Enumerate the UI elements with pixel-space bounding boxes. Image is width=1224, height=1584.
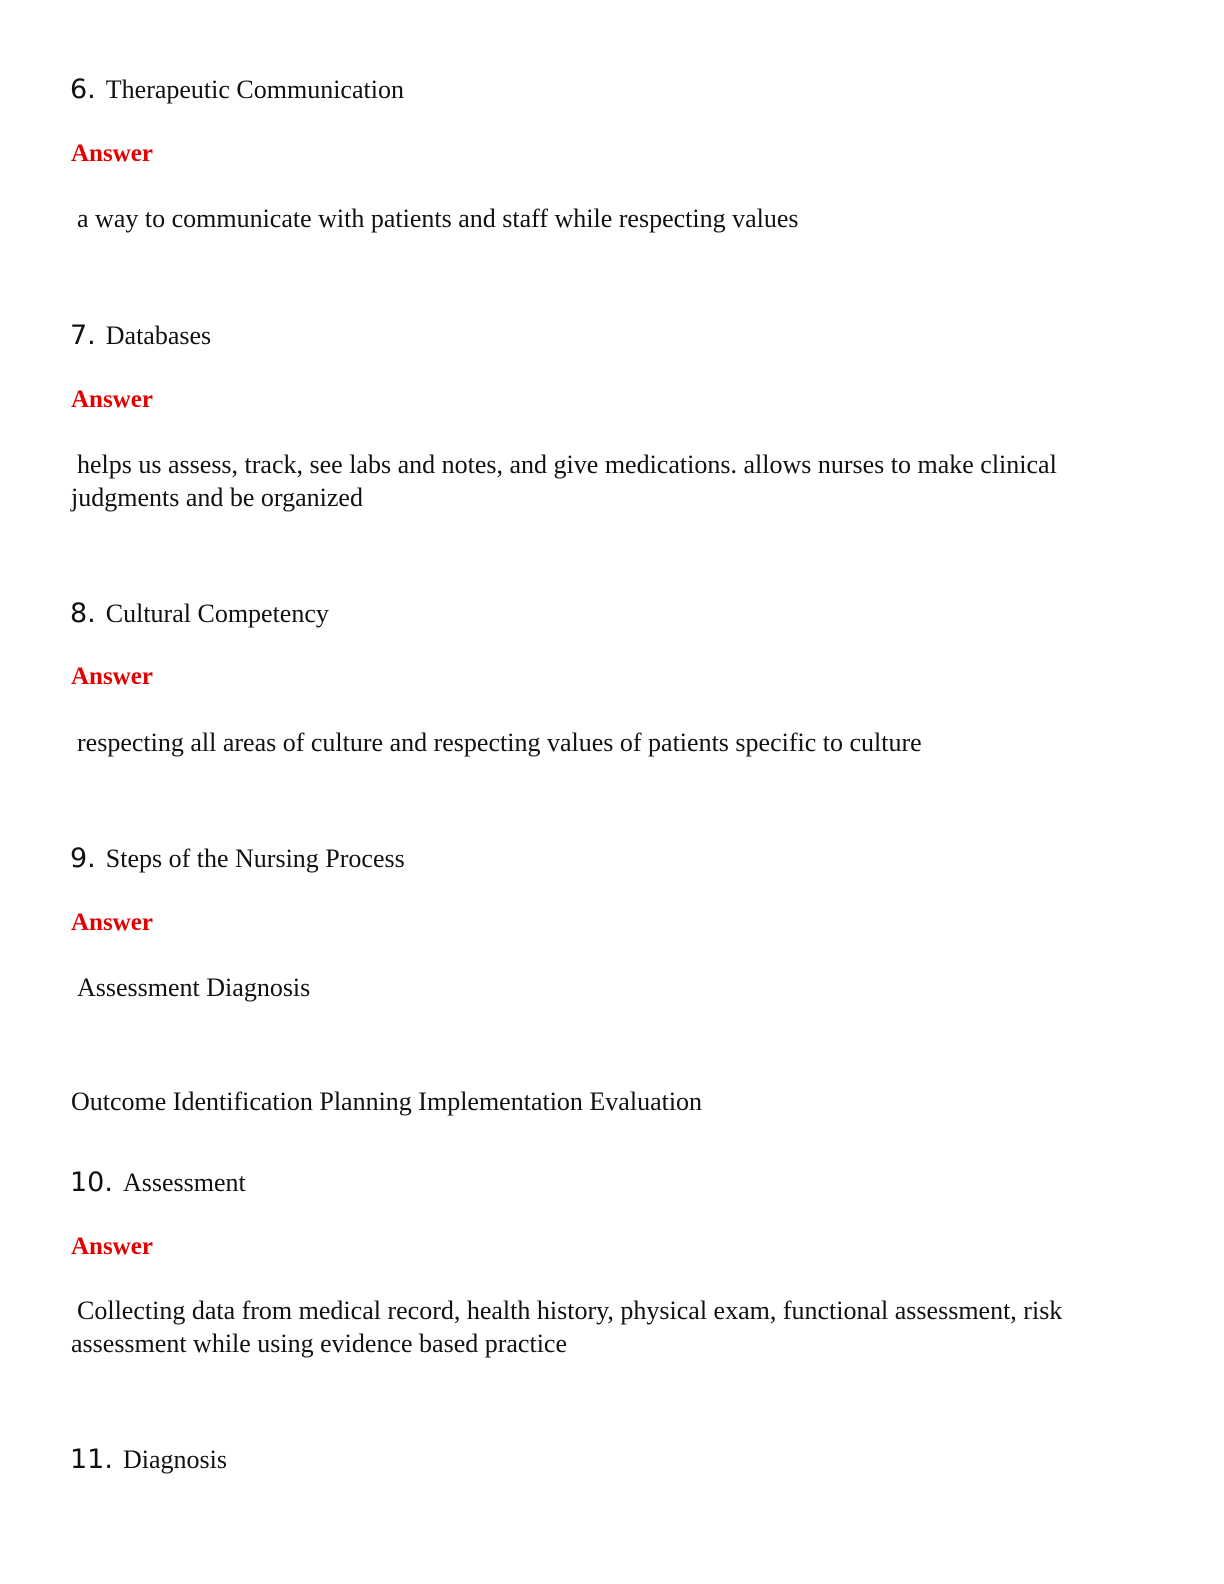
answer-label: Answer [71,140,153,167]
question-number: 11. [70,1444,113,1475]
question-term: Cultural Competency [105,599,329,628]
question-6 [70,74,404,105]
question-term: Assessment [122,1168,246,1197]
question-number: 8. [70,598,96,629]
question-number: 9. [70,843,96,874]
question-11 [70,1444,227,1475]
question-number: 7. [70,320,96,351]
answer-label: Answer [71,663,153,690]
answer-text: respecting all areas of culture and respecting values of patients specific to culture [77,728,922,757]
question-number: 10. [70,1167,113,1198]
answer-text-continued: Outcome Identification Planning Implementation Evaluation [71,1087,703,1116]
answer-text: Assessment Diagnosis [77,973,311,1002]
question-number: 6. [70,74,96,105]
question-term: Steps of the Nursing Process [105,844,405,873]
question-term: Diagnosis [122,1445,227,1474]
question-7 [70,320,211,351]
question-9 [70,843,405,874]
answer-label: Answer [71,1233,153,1260]
answer-text: helps us assess, track, see labs and notes, and give medications. allows nurses to make clinical judgments and be organized [71,450,1057,512]
answer-text: Collecting data from medical record, health history, physical exam, functional assessment, risk assessment while using evidence based practice [71,1296,1063,1358]
question-term: Databases [105,321,212,350]
answer-label: Answer [71,909,153,936]
question-8 [70,598,329,629]
question-term: Therapeutic Communication [105,75,404,104]
answer-label: Answer [71,386,153,413]
answer-text: a way to communicate with patients and staff while respecting values [77,204,799,233]
question-10 [70,1167,246,1198]
